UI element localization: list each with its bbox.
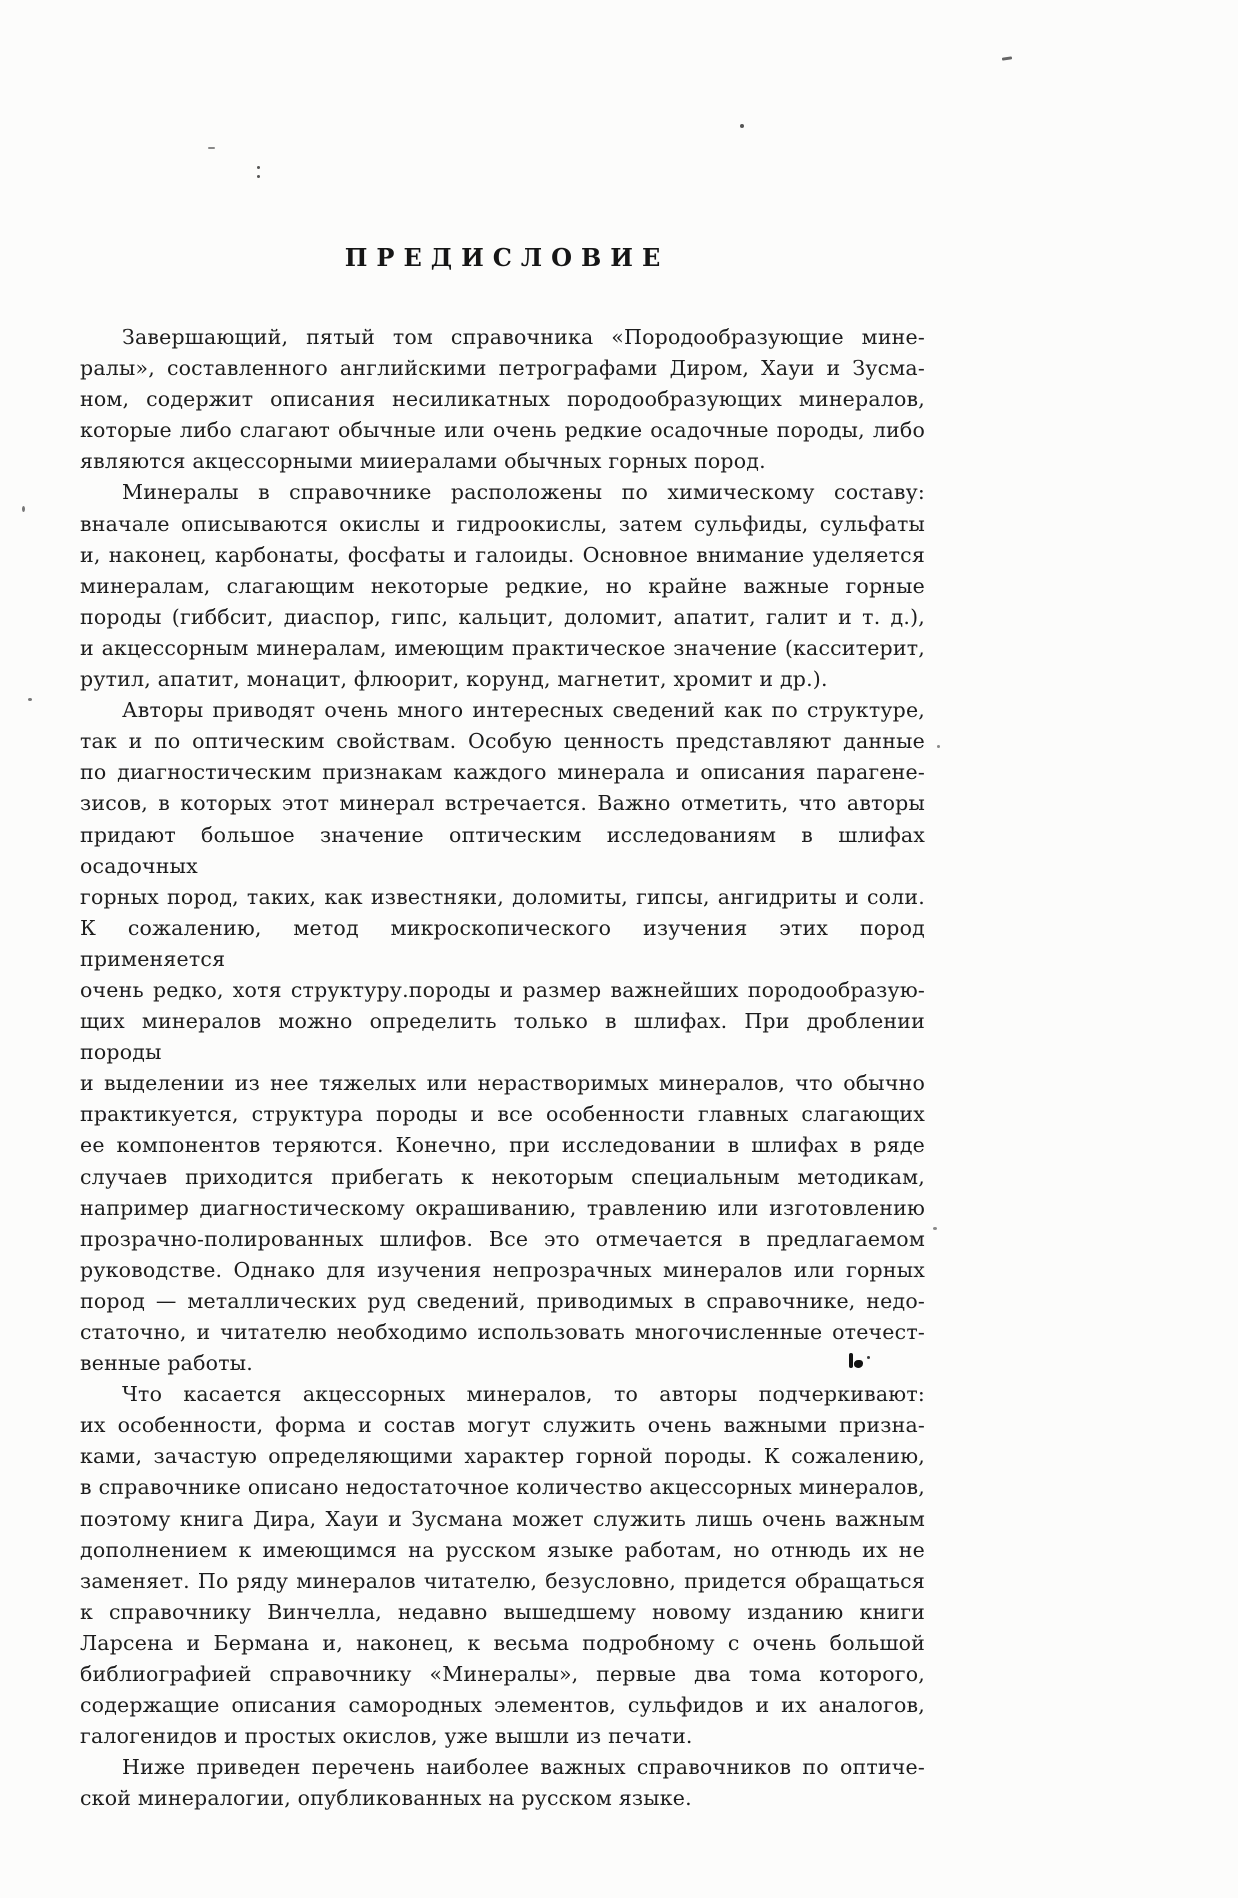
text-line: по диагностическим признакам каждого минерала и описания парагене- xyxy=(80,760,925,785)
preface-text xyxy=(80,322,925,1815)
text-line: К сожалению, метод микроскопического изучения этих пород применяется xyxy=(80,915,925,971)
scan-artifact xyxy=(28,698,32,701)
scan-artifact xyxy=(208,147,215,149)
text-line: руководстве. Однако для изучения непрозрачных минералов или горных xyxy=(80,1257,925,1282)
text-line: статочно, и читателю необходимо использовать многочисленные отечест- xyxy=(80,1320,925,1344)
text-line: Авторы приводят очень много интересных сведений как по структуре, xyxy=(122,698,925,723)
text-line: породы (гиббсит, диаспор, гипс, кальцит, доломит, апатит, галит и т. д.), xyxy=(80,604,925,629)
text-line: их особенности, форма и состав могут служить очень важными призна- xyxy=(80,1413,925,1438)
text-line: в справочнике описано недостаточное количество акцессорных минералов, xyxy=(80,1475,925,1500)
text-line: ской минералогии, опубликованных на русском языке. xyxy=(80,1786,692,1811)
scan-artifact xyxy=(740,124,744,128)
text-line: щих минералов можно определить только в шлифах. При дроблении породы xyxy=(80,1009,925,1065)
text-line: венные работы. xyxy=(80,1351,253,1376)
text-line: случаев приходится прибегать к некоторым специальным методикам, xyxy=(80,1164,925,1189)
text-line: и акцессорным минералам, имеющим практическое значение (касситерит, xyxy=(80,635,925,660)
text-line: ном, содержит описания несиликатных породообразующих минералов, xyxy=(80,387,925,412)
scan-artifact xyxy=(937,745,940,748)
text-line: горных пород, таких, как известняки, доломиты, гипсы, ангидриты и соли. xyxy=(80,884,925,909)
text-line: содержащие описания самородных элементов, сульфидов и их аналогов, xyxy=(80,1693,925,1718)
paragraph xyxy=(80,1752,925,1814)
paragraph xyxy=(80,695,925,1379)
text-line: ками, зачастую определяющими характер горной породы. К сожалению, xyxy=(80,1444,925,1469)
paragraph xyxy=(80,477,925,695)
paragraph xyxy=(80,1379,925,1752)
text-line: ее компонентов теряются. Конечно, при исследовании в шлифах в ряде xyxy=(80,1133,925,1158)
text-line: Ниже приведен перечень наиболее важных справочников по оптиче- xyxy=(122,1755,925,1780)
text-line: так и по оптическим свойствам. Особую ценность представляют данные xyxy=(80,729,925,754)
text-line: библиографией справочнику «Минералы», первые два тома которого, xyxy=(80,1662,925,1687)
text-line: вначале описываются окислы и гидроокислы, затем сульфиды, сульфаты xyxy=(80,511,925,536)
text-line: и выделении из нее тяжелых или нерастворимых минералов, что обычно xyxy=(80,1071,925,1096)
text-line: ралы», составленного английскими петрографами Диром, Хауи и Зусма- xyxy=(80,356,925,381)
text-line: рутил, апатит, монацит, флюорит, корунд, магнетит, хромит и др.). xyxy=(80,667,828,692)
text-line: минералам, слагающим некоторые редкие, но крайне важные горные xyxy=(80,573,925,598)
scan-artifact xyxy=(22,506,25,512)
page-title: ПРЕДИСЛОВИЕ xyxy=(344,243,670,272)
text-line: дополнением к имеющимся на русском языке работам, но отнюдь их не xyxy=(80,1537,925,1562)
ink-blot xyxy=(867,1356,870,1359)
text-line: Завершающий, пятый том справочника «Породообразующие мине- xyxy=(122,325,925,349)
text-line: и, наконец, карбонаты, фосфаты и галоиды. Основное внимание уделяется xyxy=(80,542,925,567)
text-line: галогенидов и простых окислов, уже вышли из печати. xyxy=(80,1724,693,1749)
text-line: заменяет. По ряду минералов читателю, безусловно, придется обращаться xyxy=(80,1568,925,1593)
text-line: Что касается акцессорных минералов, то авторы подчеркивают: xyxy=(122,1382,925,1407)
text-line: к справочнику Винчелла, недавно вышедшему новому изданию книги xyxy=(80,1599,925,1624)
ink-blot xyxy=(849,1353,853,1368)
scan-artifact xyxy=(933,1227,937,1230)
text-line: очень редко, хотя структуру.породы и размер важнейших породообразую- xyxy=(80,977,925,1002)
scan-artifact xyxy=(257,166,260,169)
text-line: Минералы в справочнике расположены по химическому составу: xyxy=(122,480,925,505)
text-line: практикуется, структура породы и все особенности главных слагающих xyxy=(80,1102,925,1127)
text-line: например диагностическому окрашиванию, травлению или изготовлению xyxy=(80,1195,925,1220)
text-line: которые либо слагают обычные или очень редкие осадочные породы, либо xyxy=(80,418,925,443)
text-line: поэтому книга Дира, Хауи и Зусмана может служить лишь очень важным xyxy=(80,1506,925,1531)
text-line: пород — металлических руд сведений, приводимых в справочнике, недо- xyxy=(80,1288,925,1313)
paragraph xyxy=(80,322,925,477)
text-line: являются акцессорными мииералами обычных горных пород. xyxy=(80,449,766,474)
text-line: Ларсена и Бермана и, наконец, к весьма подробному с очень большой xyxy=(80,1630,925,1655)
text-line: зисов, в которых этот минерал встречается. Важно отметить, что авторы xyxy=(80,791,925,816)
scan-artifact xyxy=(257,175,260,178)
text-line: прозрачно-полированных шлифов. Все это отмечается в предлагаемом xyxy=(80,1226,925,1251)
text-line: придают большое значение оптическим исследованиям в шлифах осадочных xyxy=(80,822,925,878)
scan-artifact xyxy=(1002,56,1012,60)
